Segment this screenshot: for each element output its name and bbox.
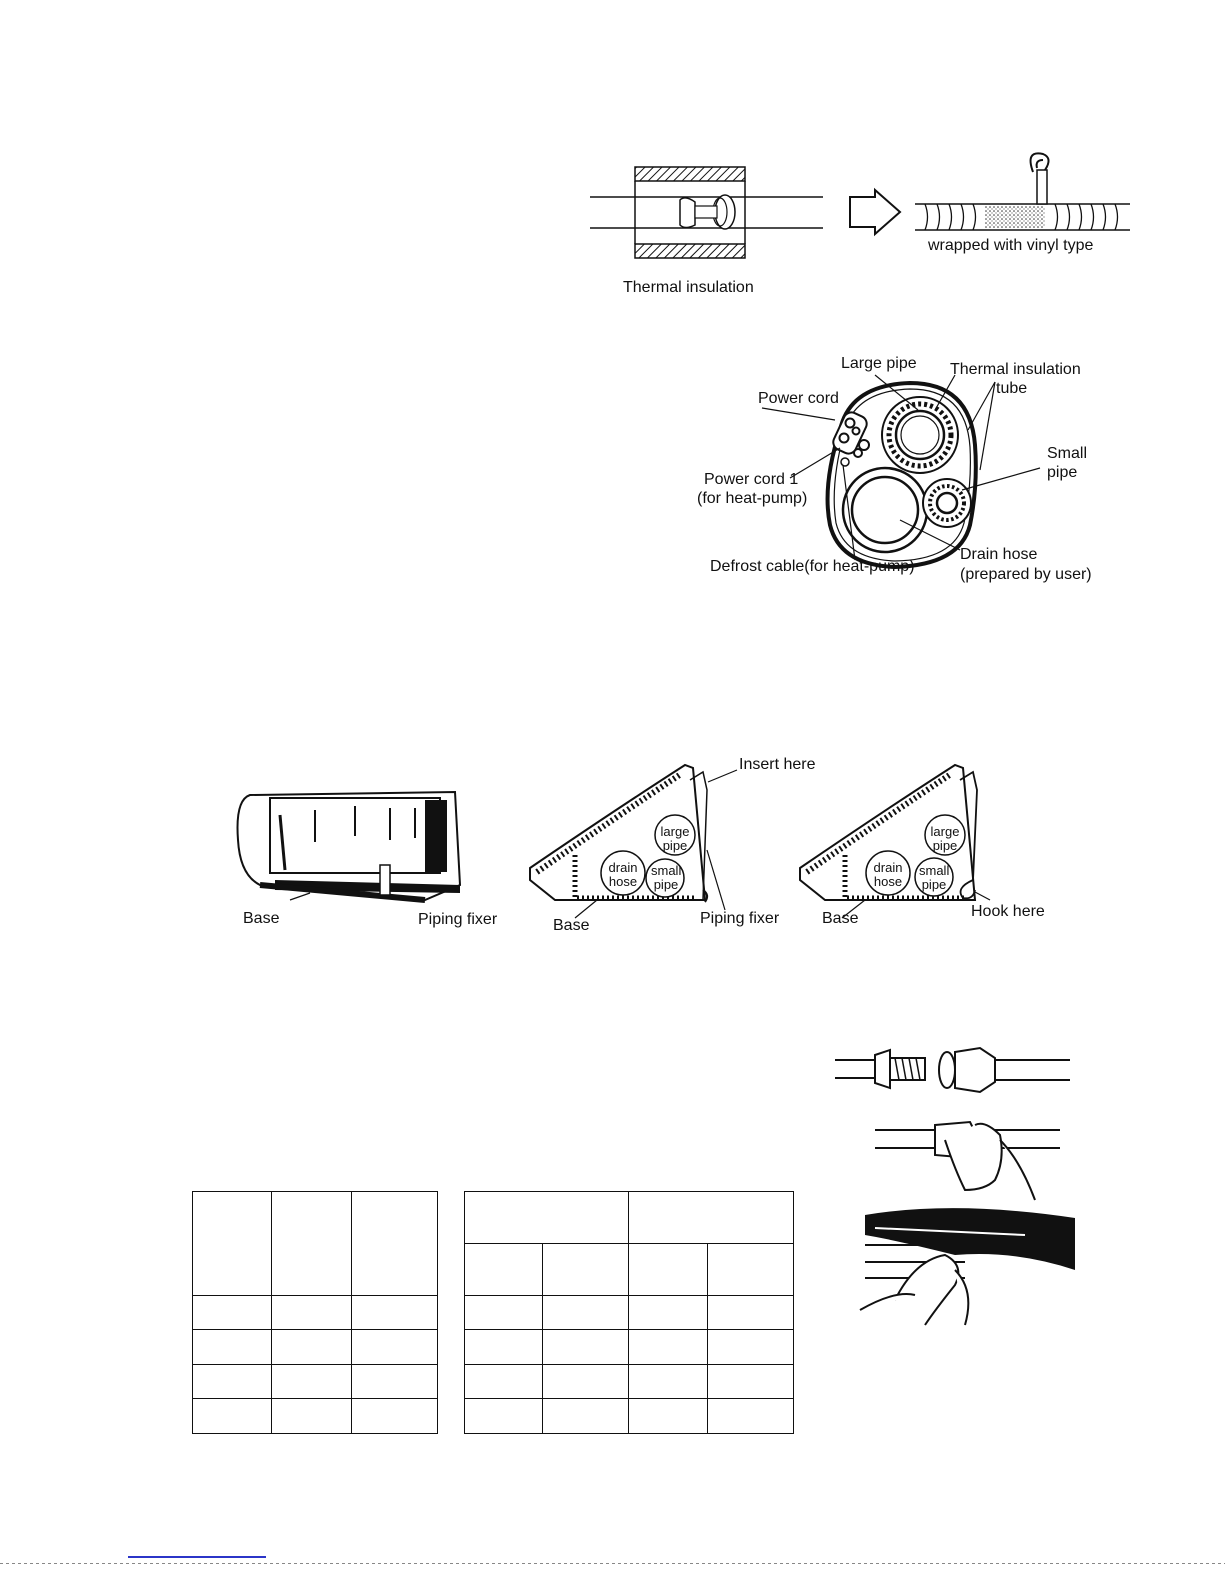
table-cell <box>272 1296 352 1330</box>
right-spec-table <box>464 1191 794 1434</box>
table-cell <box>543 1296 629 1330</box>
table-cell <box>543 1365 629 1399</box>
table-cell <box>193 1192 272 1296</box>
power-cord-1-note: (for heat-pump) <box>697 490 808 507</box>
table-cell <box>352 1330 438 1365</box>
table-cell <box>629 1244 708 1296</box>
table-cell <box>193 1296 272 1330</box>
table-cell <box>465 1365 543 1399</box>
base-label-b: Base <box>553 917 590 934</box>
drain-hose-label: Drain hose <box>960 546 1038 563</box>
table-cell <box>629 1330 708 1365</box>
section-b-small-pipe-2: pipe <box>653 877 679 892</box>
table-cell <box>629 1399 708 1434</box>
section-c-small-pipe-2: pipe <box>921 877 947 892</box>
table-cell <box>708 1296 794 1330</box>
table-cell <box>272 1192 352 1296</box>
vinyl-wrap-label: wrapped with vinyl type <box>928 237 1094 254</box>
table-cell <box>543 1330 629 1365</box>
table-cell <box>272 1365 352 1399</box>
piping-fixer-hook-figure <box>795 760 995 920</box>
insert-here-label: Insert here <box>739 756 816 773</box>
table-cell <box>465 1244 543 1296</box>
large-pipe-label: Large pipe <box>841 355 917 372</box>
section-c-drain-hose-2: hose <box>873 874 903 889</box>
table-cell <box>543 1399 629 1434</box>
table-cell <box>629 1192 794 1244</box>
table-cell <box>193 1365 272 1399</box>
thermal-tube-label-2: tube <box>996 380 1028 397</box>
piping-fixer-label-b: Piping fixer <box>700 910 780 927</box>
table-cell <box>543 1244 629 1296</box>
small-pipe-label-1: Small <box>1047 445 1088 462</box>
drain-hose-note: (prepared by user) <box>960 566 1092 583</box>
table-cell <box>352 1296 438 1330</box>
section-b-large-pipe-1: large <box>660 824 690 839</box>
hook-here-label: Hook here <box>971 903 1045 920</box>
left-spec-table <box>192 1191 438 1434</box>
table-cell <box>708 1244 794 1296</box>
piping-fixer-insert-figure <box>525 760 725 920</box>
base-label-a: Base <box>243 910 280 927</box>
base-label-c: Base <box>822 910 859 927</box>
table-cell <box>272 1330 352 1365</box>
table-cell <box>708 1399 794 1434</box>
table-cell <box>193 1399 272 1434</box>
flare-nut-connection-figure <box>835 1040 1075 1330</box>
section-c-large-pipe-1: large <box>930 824 960 839</box>
table-cell <box>193 1330 272 1365</box>
footer-dotted-rule <box>0 1563 1225 1564</box>
table-cell <box>465 1330 543 1365</box>
table-cell <box>629 1296 708 1330</box>
table-cell <box>465 1296 543 1330</box>
thermal-insulation-label: Thermal insulation <box>623 279 754 296</box>
section-c-drain-hose-1: drain <box>873 860 903 875</box>
table-cell <box>708 1365 794 1399</box>
power-cord-label: Power cord <box>758 390 839 407</box>
defrost-cable-label: Defrost cable(for heat-pump) <box>710 558 915 575</box>
table-cell <box>465 1192 629 1244</box>
table-cell <box>352 1192 438 1296</box>
table-cell <box>272 1399 352 1434</box>
section-b-large-pipe-2: pipe <box>662 838 688 853</box>
section-b-small-pipe-1: small <box>651 863 682 878</box>
section-b-drain-hose-2: hose <box>608 874 638 889</box>
indoor-unit-figure <box>230 780 470 910</box>
table-cell <box>629 1365 708 1399</box>
section-c-large-pipe-2: pipe <box>932 838 958 853</box>
power-cord-1-label: Power cord 1 <box>704 471 799 488</box>
table-cell <box>352 1399 438 1434</box>
table-cell <box>708 1330 794 1365</box>
thermal-tube-label-1: Thermal insulation <box>950 361 1081 378</box>
small-pipe-label-2: pipe <box>1047 464 1078 481</box>
footer-link-underline <box>128 1556 266 1558</box>
section-b-drain-hose-1: drain <box>608 860 638 875</box>
piping-fixer-label-a: Piping fixer <box>418 911 498 928</box>
section-c-small-pipe-1: small <box>919 863 950 878</box>
table-cell <box>352 1365 438 1399</box>
table-cell <box>465 1399 543 1434</box>
